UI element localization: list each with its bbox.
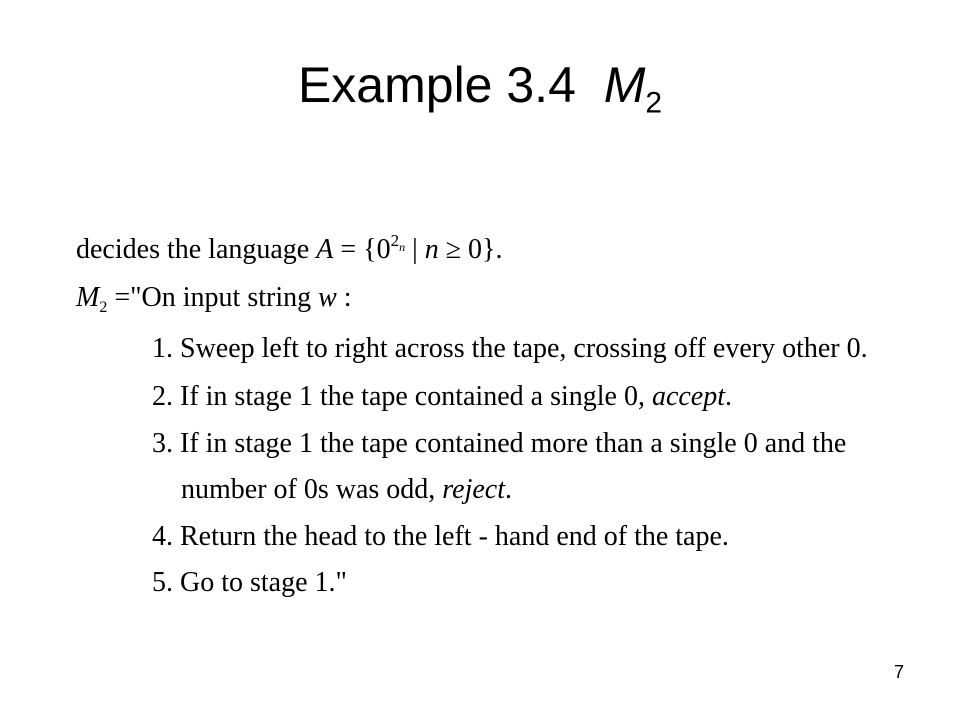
exponent-power: n bbox=[399, 240, 406, 254]
language-line bbox=[76, 231, 503, 265]
machine-name: M bbox=[76, 282, 100, 313]
title-main: Example 3.4 bbox=[297, 57, 576, 113]
step-4 bbox=[152, 523, 729, 551]
machine-definition-end: : bbox=[336, 282, 352, 313]
step-5 bbox=[152, 569, 347, 597]
step-2 bbox=[152, 383, 732, 411]
step-emphasis: reject bbox=[442, 474, 505, 505]
step-text: 2. If in stage 1 the tape contained a single 0, bbox=[152, 381, 652, 412]
language-equals-open: = {0 bbox=[333, 234, 391, 265]
step-emphasis: accept bbox=[651, 381, 726, 412]
step-text: 4. Return the head to the left - hand end of the tape. bbox=[152, 521, 729, 552]
step-3-continuation bbox=[181, 476, 512, 504]
exponent-base: 2 bbox=[390, 231, 400, 250]
step-text: 1. Sweep left to right across the tape, crossing off every other 0. bbox=[152, 333, 868, 364]
step-1 bbox=[152, 335, 868, 363]
condition-rest: ≥ 0}. bbox=[438, 234, 503, 265]
slide-title bbox=[0, 57, 960, 120]
title-machine-name: M bbox=[603, 57, 646, 113]
condition-variable: n bbox=[424, 234, 439, 265]
step-end: . bbox=[505, 474, 512, 505]
input-variable: w bbox=[318, 282, 337, 313]
language-set-name: A bbox=[316, 234, 334, 265]
machine-definition-text: ="On input string bbox=[107, 282, 319, 313]
step-end: . bbox=[725, 381, 733, 412]
machine-definition-line bbox=[76, 282, 352, 316]
step-3 bbox=[152, 430, 846, 458]
condition-bar: | bbox=[405, 234, 425, 265]
machine-subscript: 2 bbox=[99, 299, 108, 316]
step-text: number of 0s was odd, bbox=[181, 474, 443, 505]
step-text: 5. Go to stage 1." bbox=[152, 567, 347, 598]
step-text: 3. If in stage 1 the tape contained more than a single 0 and the bbox=[152, 428, 847, 459]
title-machine-subscript: 2 bbox=[645, 86, 663, 120]
page-number: 7 bbox=[893, 662, 904, 682]
language-prefix: decides the language bbox=[76, 234, 317, 265]
